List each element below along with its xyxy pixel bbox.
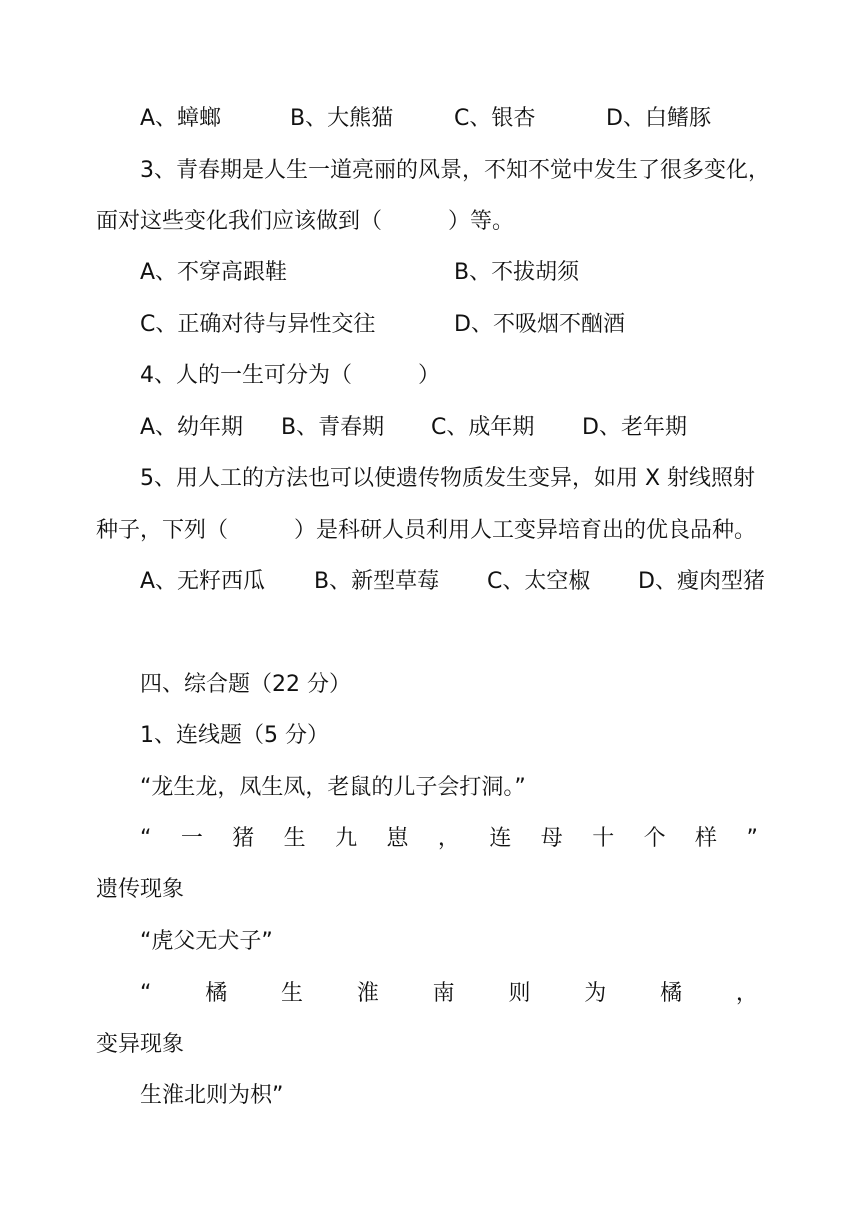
quote-pig-char: 个 xyxy=(643,826,666,851)
quote-orange-char: 淮 xyxy=(356,981,379,1006)
quote-orange xyxy=(140,979,758,1009)
q3-question-line1: 3、青春期是人生一道亮丽的风景，不知不觉中发生了很多变化， xyxy=(140,158,770,183)
q2-option-b: B、大熊猫 xyxy=(290,106,394,131)
quote-pig-char: 九 xyxy=(335,826,358,851)
q5-option-a: A、无籽西瓜 xyxy=(140,569,266,594)
quote-pig-char: 母 xyxy=(540,826,563,851)
q5-option-c: C、太空椒 xyxy=(487,569,591,594)
quote-orange-char: 则 xyxy=(508,981,531,1006)
quote-pig-char: 一 xyxy=(180,826,203,851)
q5-option-d: D、瘦肉型猪 xyxy=(638,569,765,594)
quote-orange-char: 为 xyxy=(584,981,607,1006)
quote-tiger: “虎父无犬子” xyxy=(140,929,273,954)
q5-question-line2: 种子，下列（ ）是科研人员利用人工变异培育出的优良品种。 xyxy=(96,518,757,543)
quote-orange-char: “ xyxy=(140,981,152,1006)
quote-orange-char: 橘 xyxy=(660,981,683,1006)
quote-pig-char: ” xyxy=(746,826,758,851)
quote-pig xyxy=(140,824,758,854)
quote-orange-end: 生淮北则为枳” xyxy=(140,1083,284,1108)
quote-orange-char: ， xyxy=(735,981,758,1006)
q4-option-c: C、成年期 xyxy=(431,415,535,440)
quote-pig-char: 样 xyxy=(695,826,718,851)
q2-option-d: D、白鳍豚 xyxy=(606,106,711,131)
q5-option-b: B、新型草莓 xyxy=(314,569,440,594)
quote-orange-char: 南 xyxy=(432,981,455,1006)
q5-question-line1: 5、用人工的方法也可以使遗传物质发生变异，如用 X 射线照射 xyxy=(140,466,756,491)
quote-pig-char: 崽 xyxy=(386,826,409,851)
quote-pig-char: 连 xyxy=(489,826,512,851)
q2-option-a: A、蟑螂 xyxy=(140,106,222,131)
q4-option-d: D、老年期 xyxy=(582,415,687,440)
quote-dragon: “龙生龙，凤生凤，老鼠的儿子会打洞。” xyxy=(140,775,526,800)
label-heredity: 遗传现象 xyxy=(96,877,185,902)
q3-question-line2: 面对这些变化我们应该做到（ ）等。 xyxy=(96,209,515,234)
q3-option-a: A、不穿高跟鞋 xyxy=(140,260,288,285)
quote-pig-char: ， xyxy=(437,826,460,851)
quote-pig-char: 十 xyxy=(592,826,615,851)
section4-heading: 四、综合题（22 分） xyxy=(140,672,351,697)
q3-option-b: B、不拔胡须 xyxy=(454,260,580,285)
quote-pig-char: 生 xyxy=(283,826,306,851)
section4-sub1-heading: 1、连线题（5 分） xyxy=(140,723,329,748)
q3-option-c: C、正确对待与异性交往 xyxy=(140,312,376,337)
label-variation: 变异现象 xyxy=(96,1032,185,1057)
quote-pig-char: “ xyxy=(140,826,152,851)
quote-pig-char: 猪 xyxy=(232,826,255,851)
q4-question: 4、人的一生可分为（ ） xyxy=(140,363,440,388)
quote-orange-char: 橘 xyxy=(205,981,228,1006)
q4-option-a: A、幼年期 xyxy=(140,415,244,440)
q2-option-c: C、银杏 xyxy=(454,106,536,131)
quote-orange-char: 生 xyxy=(281,981,304,1006)
q3-option-d: D、不吸烟不酗酒 xyxy=(454,312,625,337)
q4-option-b: B、青春期 xyxy=(281,415,385,440)
